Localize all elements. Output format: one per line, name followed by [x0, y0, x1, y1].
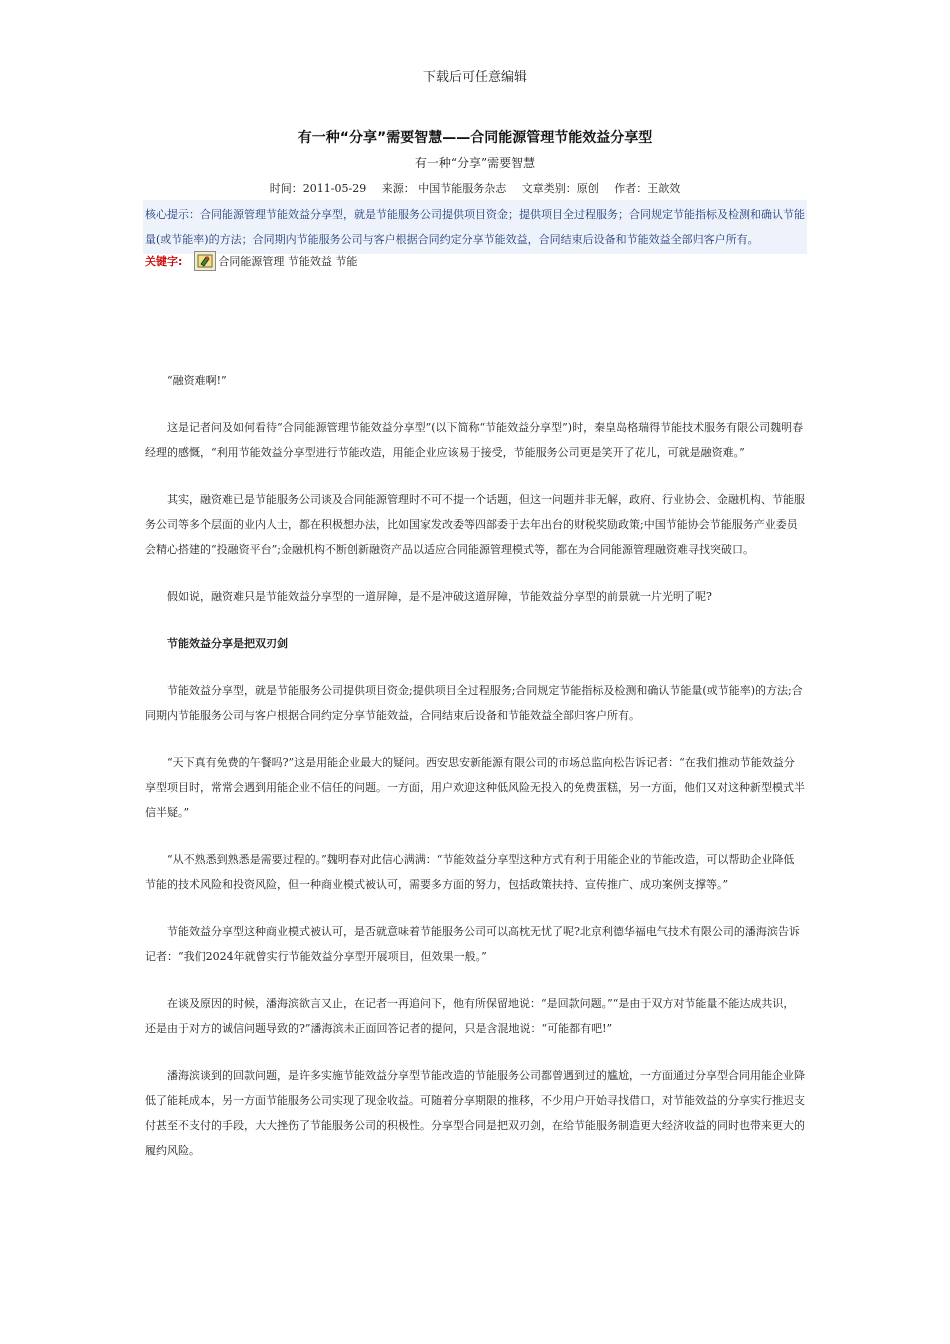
download-note: 下载后可任意编辑: [422, 70, 527, 85]
paragraph: 在谈及原因的时候，潘海滨欲言又止，在记者一再追问下，他有所保留地说：“是回款问题。”“是由于双方对节能量不能达成共识，还是由于对方的诚信问题导致的?”潘海滨未正面回答记者的提问，只是含混地说：“可能都有吧!”: [145, 997, 795, 1035]
article-body: [145, 368, 805, 1185]
article-subtitle: 有一种“分享”需要智慧: [414, 156, 536, 170]
keywords-text[interactable]: 合同能源管理 节能效益 节能: [218, 255, 358, 268]
meta-author: 作者：王歆效: [614, 182, 681, 195]
paragraph: 假如说，融资难只是节能效益分享型的一道屏障，是不是冲破这道屏障，节能效益分享型的前景就一片光明了呢?: [167, 590, 712, 603]
meta-source: 来源： 中国节能服务杂志: [381, 182, 507, 195]
paragraph: “从不熟悉到熟悉是需要过程的。”魏明春对此信心满满：“节能效益分享型这种方式有利于用能企业的节能改造，可以帮助企业降低节能的技术风险和投资风险，但一种商业模式被认可，需要多方面的努力，包括政策扶持、宣传推广、成功案例支撑等。”: [145, 853, 795, 891]
summary-box: 核心提示：合同能源管理节能效益分享型，就是节能服务公司提供项目资金；提供项目全过程服务；合同规定节能指标及检测和确认节能量(或节能率)的方法；合同期内节能服务公司与客户根据合同约定分享节能效益，合同结束后设备和节能效益全部归客户所有。: [143, 200, 807, 254]
keywords-label: 关键字:: [145, 255, 183, 268]
paragraph: 节能效益分享型这种商业模式被认可，是否就意味着节能服务公司可以高枕无忧了呢?北京利德华福电气技术有限公司的潘海滨告诉记者：“我们2024年就曾实行节能效益分享型开展项目，但效果一般。”: [145, 925, 800, 963]
keywords-row: [145, 250, 357, 272]
section-heading: 节能效益分享是把双刃剑: [167, 637, 288, 650]
article-meta: [0, 180, 950, 196]
paragraph: “天下真有免费的午餐吗?”这是用能企业最大的疑问。西安思安新能源有限公司的市场总监向松告诉记者：“在我们推动节能效益分享型项目时，常常会遇到用能企业不信任的问题。一方面，用户欢迎这种低风险无投入的免费蛋糕，另一方面，他们又对这种新型模式半信半疑。”: [145, 756, 805, 819]
paragraph: 节能效益分享型，就是节能服务公司提供项目资金;提供项目全过程服务;合同规定节能指标及检测和确认节能量(或节能率)的方法;合同期内节能服务公司与客户根据合同约定分享节能效益，合同结束后设备和节能效益全部归客户所有。: [145, 684, 803, 722]
article-title: 有一种“分享”需要智慧——合同能源管理节能效益分享型: [297, 130, 653, 146]
meta-time: 时间：2011-05-29: [269, 182, 367, 195]
meta-category: 文章类别：原创: [521, 182, 599, 195]
paragraph: 潘海滨谈到的回款问题，是许多实施节能效益分享型节能改造的节能服务公司都曾遇到过的尴尬，一方面通过分享型合同用能企业降低了能耗成本，另一方面节能服务公司实现了现金收益。可随着分享期限的推移，不少用户开始寻找借口，对节能效益的分享实行推迟支付甚至不支付的手段，大大挫伤了节能服务公司的积极性。分享型合同是把双刃剑，在给节能服务制造更大经济收益的同时也带来更大的履约风险。: [145, 1069, 805, 1157]
paragraph: 这是记者问及如何看待“合同能源管理节能效益分享型”(以下简称“节能效益分享型”)时，秦皇岛格瑞得节能技术服务有限公司魏明春经理的感慨，“利用节能效益分享型进行节能改造，用能企业应该易于接受，节能服务公司更是笑开了花儿，可就是融资难。”: [145, 421, 804, 459]
paragraph: “融资难啊!”: [167, 374, 227, 387]
keyword-icon[interactable]: [194, 251, 216, 271]
paragraph: 其实，融资难已是节能服务公司谈及合同能源管理时不可不提一个话题，但这一问题并非无解，政府、行业协会、金融机构、节能服务公司等多个层面的业内人士，都在积极想办法，比如国家发改委等四部委于去年出台的财税奖励政策;中国节能协会节能服务产业委员会精心搭建的“投融资平台”;金融机构不断创新融资产品以适应合同能源管理模式等，都在为合同能源管理融资难寻找突破口。: [145, 493, 805, 556]
